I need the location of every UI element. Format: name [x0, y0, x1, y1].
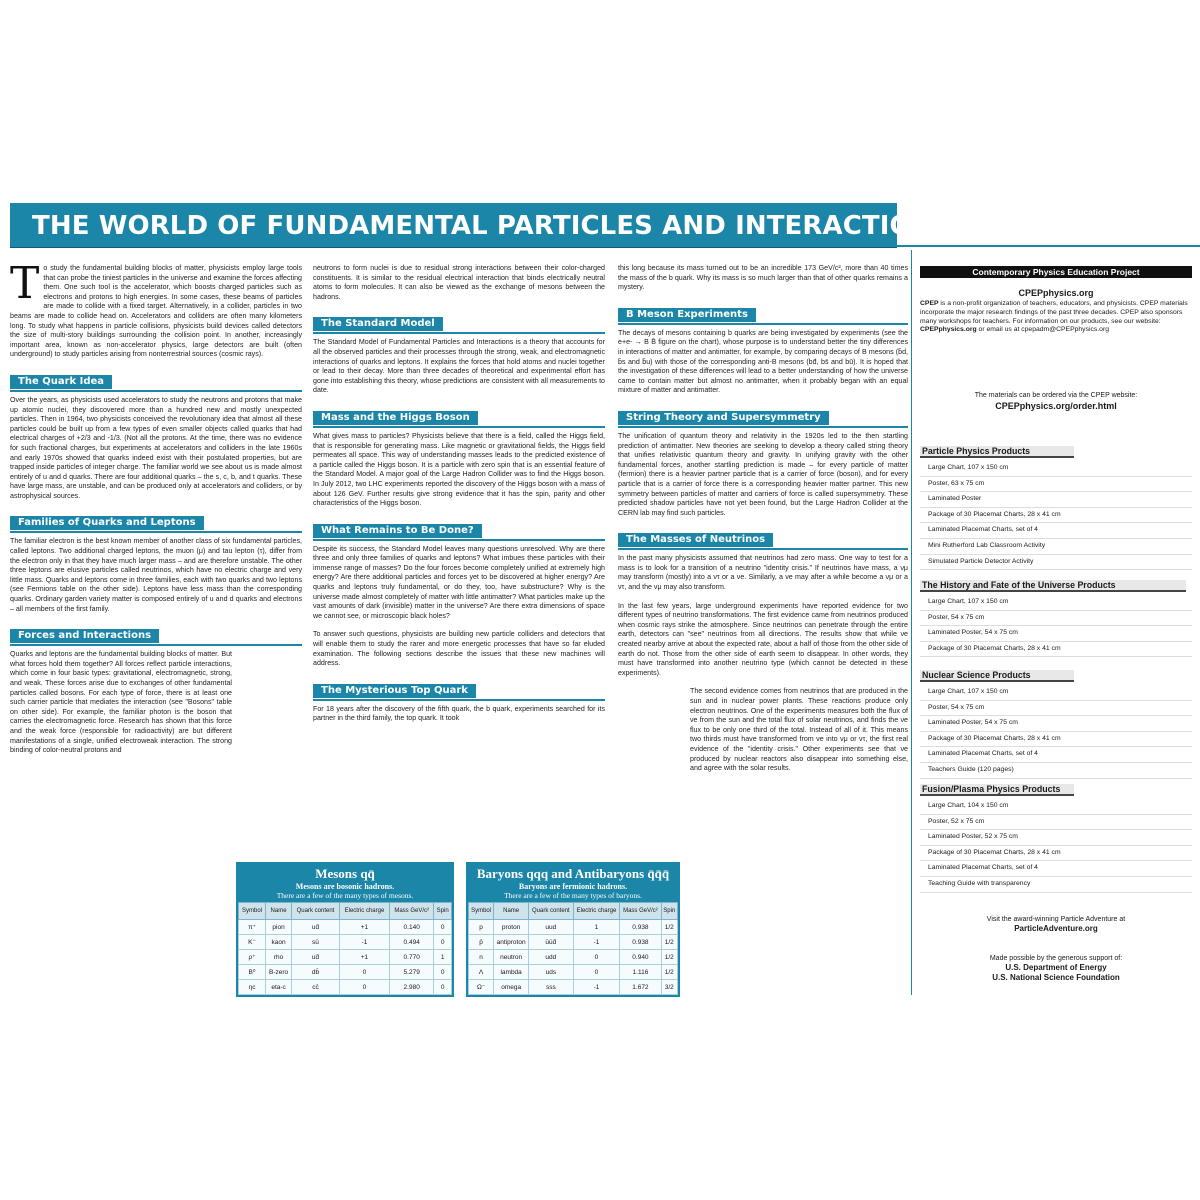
table-cell: ρ⁺: [239, 950, 266, 965]
section-rule: [313, 699, 605, 701]
list-item: Poster, 54 x 75 cm: [920, 611, 1192, 627]
mesons-col-header: Symbol: [239, 903, 266, 920]
table-cell: p: [469, 920, 494, 935]
baryons-col-header: Spin: [661, 903, 677, 920]
section-heading-b-meson: B Meson Experiments: [618, 308, 756, 322]
table-cell: 5.279: [390, 965, 434, 980]
table-cell: uud: [529, 920, 574, 935]
table-cell: 1/2: [661, 920, 677, 935]
sidebar-header: Contemporary Physics Education Project: [920, 266, 1192, 278]
table-cell: rho: [266, 950, 292, 965]
table-cell: 0.940: [620, 950, 661, 965]
dropcap: T: [10, 258, 40, 309]
list-item: Laminated Placemat Charts, set of 4: [920, 747, 1192, 763]
section-heading-remains: What Remains to Be Done?: [313, 524, 482, 538]
mesons-col-header: Spin: [434, 903, 452, 920]
table-cell: Λ: [469, 965, 494, 980]
table-cell: antiproton: [494, 935, 529, 950]
table-row: [469, 980, 678, 995]
table-cell: 3/2: [661, 980, 677, 995]
visit-block: [912, 915, 1200, 934]
table-cell: 1.672: [620, 980, 661, 995]
table-cell: ūūd̄: [529, 935, 574, 950]
section-rule: [313, 332, 605, 334]
sidebar-site-link[interactable]: CPEPphysics.org: [1018, 288, 1094, 298]
standard-model-text: The Standard Model of Fundamental Particles and Interactions is a theory that accounts for all the observed particles and their processes through the strong, weak, and electromagnetic interactions of quarks and leptons. It explains the forces that hold atoms and nuclei together or lead to their decay. More than three decades of theoretical and experimental effort has gone into establishing this theory, whose predictions are consistent with all measurements to date.: [313, 338, 605, 395]
table-cell: +1: [339, 920, 389, 935]
column-1: [10, 258, 302, 765]
table-cell: 0: [434, 935, 452, 950]
mesons-subtitle: Mesons are bosonic hadrons.: [295, 882, 395, 891]
product-group-heading: The History and Fate of the Universe Products: [920, 580, 1186, 592]
section-rule: [313, 539, 605, 541]
table-row: [239, 920, 452, 935]
mesons-col-header: Quark content: [292, 903, 340, 920]
sidebar-description: [920, 300, 1190, 335]
table-cell: udd: [529, 950, 574, 965]
section-heading-families: Families of Quarks and Leptons: [10, 516, 204, 530]
mesons-col-header: Name: [266, 903, 292, 920]
visit-text: Visit the award-winning Particle Adventure at: [986, 916, 1126, 923]
table-cell: lambda: [494, 965, 529, 980]
list-item: Mini Rutherford Lab Classroom Activity: [920, 539, 1192, 555]
table-cell: pion: [266, 920, 292, 935]
table-row: [469, 935, 678, 950]
list-item: Poster, 52 x 75 cm: [920, 815, 1192, 831]
list-item: Poster, 54 x 75 cm: [920, 701, 1192, 717]
table-cell: 0: [434, 920, 452, 935]
title-rule: [10, 245, 1200, 247]
list-item: Large Chart, 107 x 150 cm: [920, 595, 1192, 611]
section-rule: [10, 644, 302, 646]
list-item: Poster, 63 x 75 cm: [920, 477, 1192, 493]
table-row: [239, 950, 452, 965]
mesons-grid: [238, 902, 452, 995]
table-row: [469, 950, 678, 965]
list-item: Package of 30 Placemat Charts, 28 x 41 cm: [920, 508, 1192, 524]
list-item: Package of 30 Placemat Charts, 28 x 41 cm: [920, 642, 1192, 658]
column-2: [313, 264, 605, 733]
baryons-grid: [468, 902, 678, 995]
list-item: Teachers Guide (120 pages): [920, 763, 1192, 779]
table-cell: -1: [573, 935, 620, 950]
section-rule: [10, 390, 302, 392]
table-cell: 0.494: [390, 935, 434, 950]
list-item: Package of 30 Placemat Charts, 28 x 41 cm: [920, 846, 1192, 862]
order-link[interactable]: CPEPphysics.org/order.html: [995, 401, 1117, 411]
forces-text: Quarks and leptons are the fundamental building blocks of matter. But what forces hold them together? All forces reflect particle interactions, which come in four basic types: gravitational, electromagnetic, strong, and weak. These forces arise due to exchanges of other fundamental particles called bosons. For each type of force, there is at least one such carrier particle that mediates the interaction (see "Bosons" table on other side). For example, the familiar photon is the boson that carries the electromagnetic force. Research has shown that this force and the weak force (responsible for radioactivity) are but different manifestations of a single, unified electroweak interaction. The strong binding of color-neutral protons and: [10, 650, 232, 755]
table-row: [469, 965, 678, 980]
table-cell: n: [469, 950, 494, 965]
section-heading-quark-idea: The Quark Idea: [10, 375, 112, 389]
table-row: [239, 965, 452, 980]
baryons-col-header: Name: [494, 903, 529, 920]
column-3: [618, 264, 908, 783]
col3-intro-text: this long because its mass turned out to be an incredible 173 GeV/c², more than 40 times the mass of the b quark. Why its mass is so much larger than that of other quarks remains a mystery.: [618, 264, 908, 292]
neutrino-text-2: In the last few years, large underground experiments have reported evidence for two different types of neutrino transformations. The first evidence came from neutrinos produced when cosmic rays strike the atmosphere. Since neutrinos can penetrate through the entire earth, detectors can "see" neutrinos from all directions. The results show that while νe created nearby arrive at about the expected rate, about a half of those from the other side of earth do not. Those from the other side of earth seem to disappear. In other words, they must have transformed into another neutrino type (which cannot be detected in these experiments).: [618, 601, 908, 677]
baryons-col-header: Quark content: [529, 903, 574, 920]
list-item: Laminated Placemat Charts, set of 4: [920, 523, 1192, 539]
higgs-text: What gives mass to particles? Physicists believe that there is a field, called the Higgs field, that is responsible for generating mass. Like magnetic or gravitational fields, the Higgs field permeates all space. This way of understanding masses leads to the predicted existence of a particle called the Higgs boson. It is a particle with zero spin that is an essential feature of the Standard Model. A major goal of the Large Hadron Collider was to find the Higgs boson. In July 2012, two LHC experiments reported the discovery of the Higgs boson with a mass of about 126 GeV. Further results give strong evidence that it has the spin, parity and other characteristics of the Higgs boson.: [313, 431, 605, 508]
baryons-note: There are a few of the many types of baryons.: [504, 891, 642, 900]
table-cell: ηc: [239, 980, 266, 995]
list-item: Laminated Poster, 54 x 75 cm: [920, 626, 1192, 642]
baryons-col-header: Mass GeV/c²: [620, 903, 661, 920]
cpep-desc: is a non-profit organization of teachers, educators, and physicists. CPEP materials incorporate the major research findings of the past three decades. CPEP also sponsors many workshops for teachers. For information on our products, see our website:: [920, 300, 1188, 325]
table-cell: 0: [434, 980, 452, 995]
table-cell: 1/2: [661, 935, 677, 950]
cpep-site-inline[interactable]: CPEPphysics.org: [920, 326, 977, 334]
intro-text: o study the fundamental building blocks of matter, physicists employ large tools that can probe the tiniest particles in the universe and examine the forces affecting them. One such tool is the accelerator, which boosts charged particles such as electrons and protons to high energies. In some cases, these beams of particles are made to collide with a fixed target. Alternatively, in a collider, particles in two beams are made to collide head on. Accelerators and colliders are often many kilometers long. To study what happens in particle collisions, physicists build devices called detectors the size of multi-story buildings surrounding the collision point. In another, increasingly important area, known as non-accelerator physics, large detectors are built (often underground) to study particles arising from nonterrestrial sources (cosmic rays).: [10, 264, 302, 359]
neutrino-text-1: In the past many physicists assumed that neutrinos had zero mass. One way to test for a mass is to look for a transition of a neutrino "identity crisis." If neutrinos have mass, a νμ may transform (mostly) into a ντ or a νe. Similarly, a νe may after a while become a νμ or a ντ, and the νμ may also transform.: [618, 554, 908, 592]
table-cell: 1.116: [620, 965, 661, 980]
neutrino-text-3: The second evidence comes from neutrinos that are produced in the sun and in nuclear power plants. These reactions produce only electron neutrinos. One of the experiments measures both the flux of νe from the sun and the total flux of solar neutrinos, and finds the νe flux to be only one third of the total. Instead of all of it. This means two thirds must have transformed from νe into νμ or ντ, the first real evidence of the "identity crisis." Other experiments see that νe produced by nuclear reactors also disappear into something else, and agree with the solar results.: [690, 687, 908, 773]
sponsor-doe: U.S. Department of Energy: [1005, 963, 1107, 972]
title-bar: [10, 203, 953, 248]
mesons-title: Mesons qq̄: [315, 866, 375, 881]
table-cell: -1: [573, 980, 620, 995]
baryons-col-header: Symbol: [469, 903, 494, 920]
table-cell: uds: [529, 965, 574, 980]
baryons-col-header: Electric charge: [573, 903, 620, 920]
product-group: [920, 670, 1192, 779]
table-cell: 0: [573, 965, 620, 980]
list-item: Package of 30 Placemat Charts, 28 x 41 cm: [920, 732, 1192, 748]
table-cell: sss: [529, 980, 574, 995]
table-cell: 1/2: [661, 965, 677, 980]
quark-idea-text: Over the years, as physicists used accelerators to study the neutrons and protons that make up atomic nuclei, they discovered more than a hundred new and mostly unexpected particles. Then in 1964, two physicists conceived the revolutionary idea that almost all these particles could be built up from a few types of even smaller objects called quarks that had electrical charges of +2/3 and -1/3. (Not all the protons. At the time, there was no evidence for such fractional charges, but experiments at accelerators and colliders in the late 1960s and early 1970s showed that quarks indeed exist with their postulated properties, but are trapped inside particles of integer charge. The familiar world we see about us is made almost entirely of u and d quarks. There are four additional quarks – the s, c, b, and t quarks. These have large mass, are unstable, and can be produced only at accelerators and colliders, or by astrophysical sources.: [10, 395, 302, 500]
section-heading-top-quark: The Mysterious Top Quark: [313, 684, 476, 698]
section-heading-neutrinos: The Masses of Neutrinos: [618, 533, 773, 547]
product-group-heading: Nuclear Science Products: [920, 670, 1074, 682]
table-cell: eta-c: [266, 980, 292, 995]
table-cell: db̄: [292, 965, 340, 980]
col2-intro-text: neutrons to form nuclei is due to residual strong interactions between their color-charged constituents. It is similar to the residual electrical interaction that binds electrically neutral atoms to form molecules. It can also be viewed as the exchange of mesons between the hadrons.: [313, 264, 605, 301]
section-heading-string-theory: String Theory and Supersymmetry: [618, 411, 829, 425]
page-title: THE WORLD OF FUNDAMENTAL PARTICLES AND INTERACTIONS: [32, 211, 953, 241]
cpep-lead: CPEP: [920, 300, 939, 307]
table-cell: omega: [494, 980, 529, 995]
table-cell: 2.980: [390, 980, 434, 995]
families-text: The familiar electron is the best known member of another class of six fundamental particles, called leptons. Two additional charged leptons, the muon (μ) and tau lepton (τ), differ from the electron only in that they have much larger mass – and are therefore unstable. The other three leptons are elusive particles called neutrinos, which have no electric charge and very little mass. Quarks and leptons come in three families, each with two quarks and two leptons (see Fermions table on the other side). Leptons have less mass than the corresponding quarks. Ordinary garden variety matter is composed entirely of u and d quarks and electrons – all members of the first family.: [10, 537, 302, 613]
table-cell: +1: [339, 950, 389, 965]
section-heading-forces: Forces and Interactions: [10, 629, 159, 643]
product-group-heading: Fusion/Plasma Physics Products: [920, 784, 1074, 796]
list-item: Teaching Guide with transparency: [920, 877, 1192, 893]
list-item: Large Chart, 104 x 150 cm: [920, 799, 1192, 815]
baryons-table: [466, 862, 680, 997]
mesons-table-header: [238, 864, 452, 902]
section-rule: [618, 548, 908, 550]
table-cell: 0: [339, 965, 389, 980]
table-cell: 0.140: [390, 920, 434, 935]
table-cell: proton: [494, 920, 529, 935]
cpep-mail[interactable]: or email us at cpepadm@CPEPphysics.org: [976, 326, 1109, 334]
order-text: The materials can be ordered via the CPEP website:: [974, 392, 1138, 399]
product-group: [920, 580, 1192, 657]
section-heading-higgs: Mass and the Higgs Boson: [313, 411, 478, 425]
top-quark-text: For 18 years after the discovery of the fifth quark, the b quark, experiments searched for its partner in the third family, the top quark. It took: [313, 704, 605, 723]
table-cell: ud̄: [292, 920, 340, 935]
order-info: [912, 390, 1200, 413]
table-row: [239, 935, 452, 950]
b-meson-text: The decays of mesons containing b quarks are being investigated by experiments (see the e+e- → B B̄ figure on the chart), whose purpose is to understand better the tiny differences in interactions of matter and antimatter, for example, by comparing decays of B mesons (b̄d, b̄s and b̄u) with those of the corresponding anti-B mesons (bd̄, bs̄ and bū). It is hoped that the investigation of these differences will lead to a better understanding of how the universe came to contain matter but almost no antimatter, when it probably began with an equal mixture of matter and antimatter.: [618, 328, 908, 395]
mesons-note: There are a few of the many types of mesons.: [276, 891, 414, 900]
section-heading-standard-model: The Standard Model: [313, 317, 443, 331]
table-cell: -1: [339, 935, 389, 950]
table-cell: K⁻: [239, 935, 266, 950]
answer-text: To answer such questions, physicists are building new particle colliders and detectors that will enable them to study the rarer and more energetic processes that have so far eluded examination. The following sections describe the issues that these new machines will address.: [313, 630, 605, 668]
list-item: Large Chart, 107 x 150 cm: [920, 685, 1192, 701]
sidebar: [911, 250, 1200, 995]
table-cell: p̄: [469, 935, 494, 950]
intro-paragraph: [10, 258, 302, 360]
table-cell: 1/2: [661, 950, 677, 965]
mesons-col-header: Electric charge: [339, 903, 389, 920]
table-cell: cc̄: [292, 980, 340, 995]
visit-link[interactable]: ParticleAdventure.org: [1014, 924, 1098, 933]
list-item: Laminated Poster, 54 x 75 cm: [920, 716, 1192, 732]
table-cell: ud̄: [292, 950, 340, 965]
mesons-col-header: Mass GeV/c²: [390, 903, 434, 920]
section-rule: [618, 323, 908, 325]
support-block: [912, 954, 1200, 983]
baryons-table-header: [468, 864, 678, 902]
table-cell: kaon: [266, 935, 292, 950]
table-cell: π⁺: [239, 920, 266, 935]
table-cell: 0.770: [390, 950, 434, 965]
baryons-title: Baryons qqq and Antibaryons q̄q̄q̄: [476, 866, 670, 881]
list-item: Laminated Placemat Charts, set of 4: [920, 861, 1192, 877]
section-rule: [10, 531, 302, 533]
section-rule: [618, 426, 908, 428]
support-text: Made possible by the generous support of:: [989, 955, 1123, 962]
table-cell: 0: [573, 950, 620, 965]
baryons-subtitle: Baryons are fermionic hadrons.: [518, 882, 628, 891]
table-cell: 0: [434, 965, 452, 980]
table-cell: 0: [339, 980, 389, 995]
table-row: [239, 980, 452, 995]
table-cell: 0.938: [620, 920, 661, 935]
product-group: [920, 784, 1192, 893]
table-cell: Ω⁻: [469, 980, 494, 995]
sponsor-nsf: U.S. National Science Foundation: [992, 973, 1120, 982]
table-cell: 0.938: [620, 935, 661, 950]
table-cell: 1: [434, 950, 452, 965]
list-item: Laminated Poster: [920, 492, 1192, 508]
table-cell: B⁰: [239, 965, 266, 980]
string-theory-text: The unification of quantum theory and relativity in the 1920s led to the then startling prediction of antimatter. New theories are seeking to develop a theory called string theory that unifies relativistic quantum theory and gravity. In unifying gravity with the other fundamental forces, another startling prediction is made – for every particle of matter (fermion) there is a heavier partner particle that is a carrier of force (boson), and for every particle that is a carrier of force there is a corresponding heavier matter partner. This new symmetry between particles of matter and carriers of force is called supersymmetry. These predicted shadow particles have not yet been found, but the Large Hadron Collider at the CERN lab may find such particles.: [618, 431, 908, 517]
table-cell: sū: [292, 935, 340, 950]
list-item: Laminated Poster, 52 x 75 cm: [920, 830, 1192, 846]
mesons-table: [236, 862, 454, 997]
list-item: Large Chart, 107 x 150 cm: [920, 461, 1192, 477]
remains-text: Despite its success, the Standard Model leaves many questions unresolved. Why are there three and only three families of quarks and leptons? What imbues these particles with their immense range of masses? Do the four forces become completely unified at extremely high energy? Are there additional particles and forces yet to be discovered at higher energy? Are quarks and leptons truly fundamental, or do they, too, have substructure? Why is the universe made almost completely of matter with little antimatter? What particles make up the vast amounts of dark (invisible) matter in the universe? Are there extra dimensions of space we cannot see, or microscopic black holes?: [313, 544, 605, 620]
table-cell: 1: [573, 920, 620, 935]
table-cell: neutron: [494, 950, 529, 965]
section-rule: [313, 426, 605, 428]
product-group-heading: Particle Physics Products: [920, 446, 1074, 458]
product-group: [920, 446, 1192, 570]
table-cell: B-zero: [266, 965, 292, 980]
list-item: Simulated Particle Detector Activity: [920, 555, 1192, 571]
table-row: [469, 920, 678, 935]
